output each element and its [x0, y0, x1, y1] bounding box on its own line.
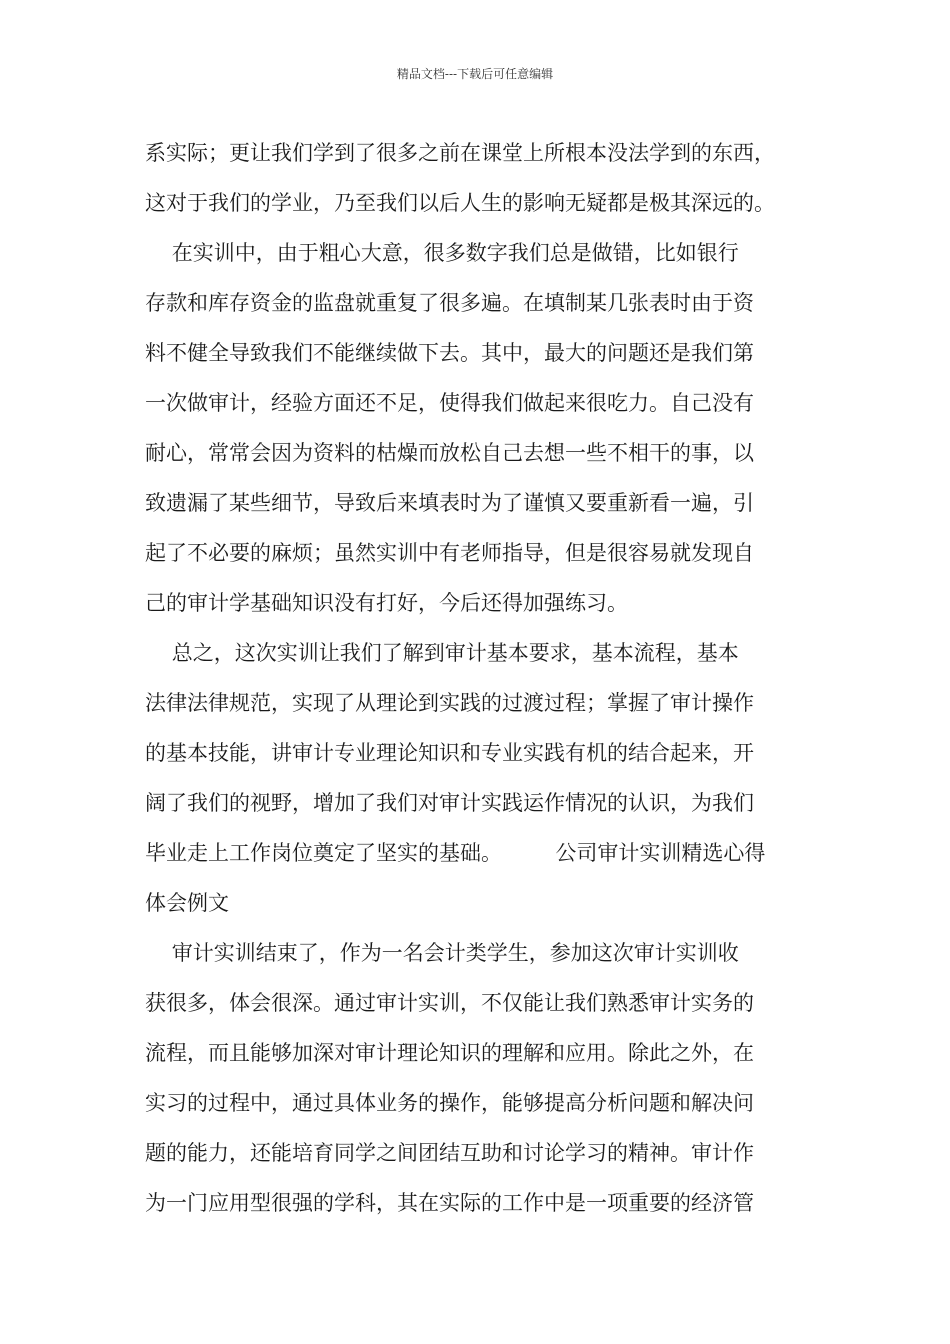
text-line: 总之，这次实训让我们了解到审计基本要求，基本流程，基本 — [145, 641, 739, 665]
text-line: 获很多，体会很深。通过审计实训，不仅能让我们熟悉审计实务的 — [145, 991, 754, 1015]
text-line: 阔了我们的视野，增加了我们对审计实践运作情况的认识，为我们 — [145, 791, 754, 815]
text-line: 毕业走上工作岗位奠定了坚实的基础。 公司审计实训精选心得 — [145, 841, 766, 865]
text-line: 己的审计学基础知识没有打好，今后还得加强练习。 — [145, 591, 628, 615]
text-line: 在实训中，由于粗心大意，很多数字我们总是做错，比如银行 — [145, 241, 739, 265]
text-line: 料不健全导致我们不能继续做下去。其中，最大的问题还是我们第 — [145, 341, 754, 365]
text-line: 的基本技能，讲审计专业理论知识和专业实践有机的结合起来，开 — [145, 741, 754, 765]
text-line: 题的能力，还能培育同学之间团结互助和讨论学习的精神。审计作 — [145, 1141, 754, 1165]
text-line: 致遗漏了某些细节，导致后来填表时为了谨慎又要重新看一遍，引 — [145, 491, 754, 515]
text-line: 流程，而且能够加深对审计理论知识的理解和应用。除此之外，在 — [145, 1041, 754, 1065]
text-line: 为一门应用型很强的学科，其在实际的工作中是一项重要的经济管 — [145, 1191, 754, 1215]
text-line: 耐心，常常会因为资料的枯燥而放松自己去想一些不相干的事，以 — [145, 441, 754, 465]
text-line: 这对于我们的学业，乃至我们以后人生的影响无疑都是极其深远的。 — [145, 191, 775, 215]
page-header: 精品文档---下载后可任意编辑 — [396, 67, 554, 81]
text-line: 系实际；更让我们学到了很多之前在课堂上所根本没法学到的东西， — [145, 141, 775, 165]
text-line: 审计实训结束了，作为一名会计类学生，参加这次审计实训收 — [145, 941, 739, 965]
text-line: 一次做审计，经验方面还不足，使得我们做起来很吃力。自己没有 — [145, 391, 754, 415]
text-line: 实习的过程中，通过具体业务的操作，能够提高分析问题和解决问 — [145, 1091, 754, 1115]
text-line: 法律法律规范，实现了从理论到实践的过渡过程；掌握了审计操作 — [145, 691, 754, 715]
document-body — [145, 128, 815, 1228]
text-line: 体会例文 — [145, 891, 229, 915]
text-line: 存款和库存资金的监盘就重复了很多遍。在填制某几张表时由于资 — [145, 291, 754, 315]
text-line: 起了不必要的麻烦；虽然实训中有老师指导，但是很容易就发现自 — [145, 541, 754, 565]
